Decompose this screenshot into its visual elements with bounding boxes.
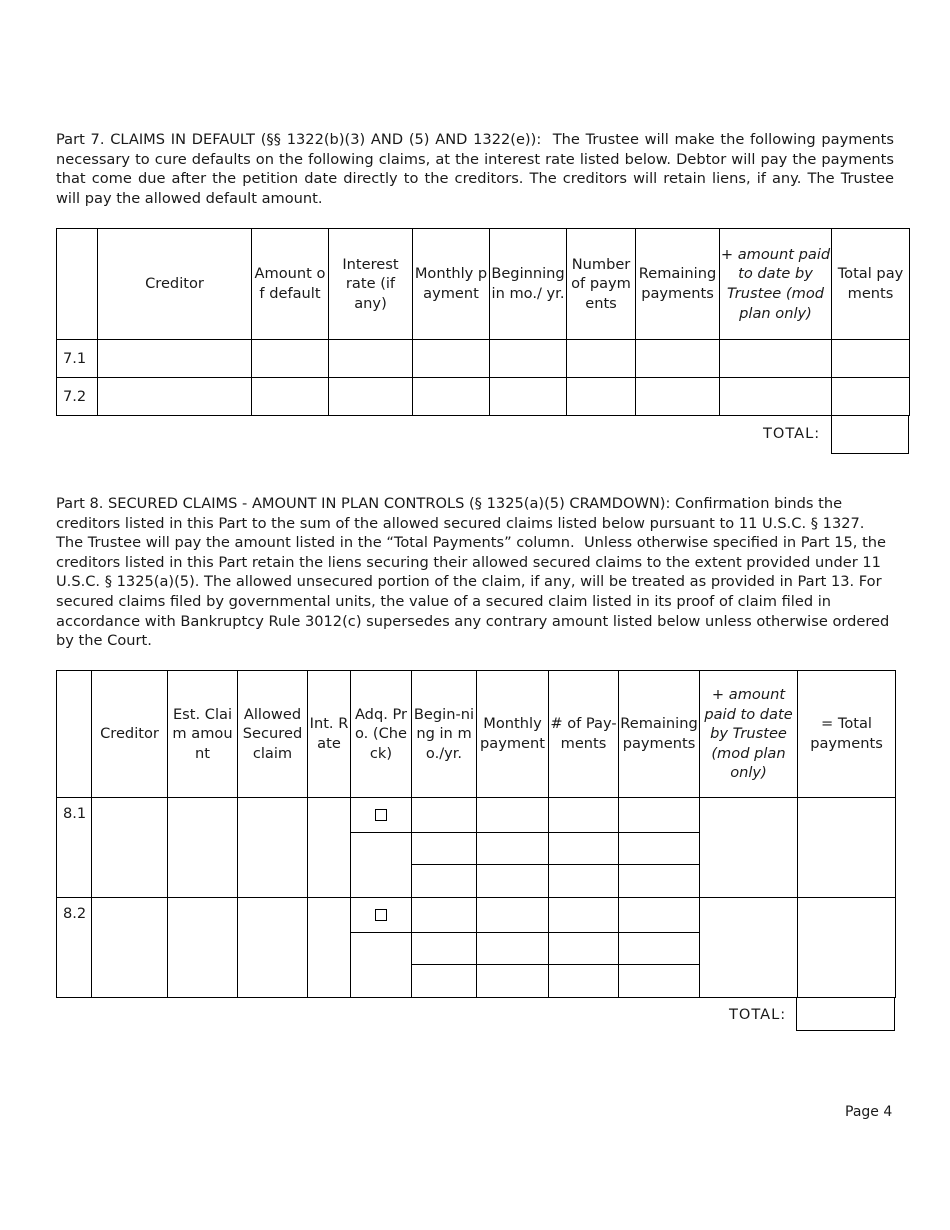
part7-heading: Part 7. CLAIMS IN DEFAULT (§§ 1322(b)(3) AND (5) AND 1322(e)):: [56, 131, 542, 148]
part8-row-label: 8.1: [57, 798, 92, 898]
part7-col-num: [57, 229, 98, 340]
cell[interactable]: [549, 898, 619, 933]
part7-total-label: TOTAL:: [763, 425, 821, 442]
cell[interactable]: [477, 833, 549, 865]
part7-row-label: 7.2: [57, 378, 98, 416]
part8-col-number-payments: # of Pay-ments: [549, 671, 619, 798]
part8-col-remaining: Remaining payments: [619, 671, 700, 798]
part8-col-creditor: Creditor: [92, 671, 168, 798]
part8-body2: The Trustee will pay the amount listed in the “Total Payments” column.: [56, 534, 575, 552]
cell[interactable]: [619, 798, 700, 833]
table-row: [57, 898, 896, 933]
cell[interactable]: [412, 798, 477, 833]
part8-table: [56, 670, 896, 998]
cell[interactable]: [413, 378, 490, 416]
cell[interactable]: [238, 798, 308, 898]
adq-pro-checkbox-cell[interactable]: [351, 798, 412, 833]
cell[interactable]: [477, 865, 549, 898]
cell[interactable]: [490, 378, 567, 416]
cell[interactable]: [351, 833, 412, 898]
checkbox-icon[interactable]: [375, 809, 387, 821]
part7-col-monthly-payment: Monthly payment: [413, 229, 490, 340]
cell[interactable]: [798, 898, 896, 998]
part7-col-beginning: Beginning in mo./ yr.: [490, 229, 567, 340]
cell[interactable]: [567, 378, 636, 416]
part8-body3: Unless otherwise specified in Part 15, the creditors listed in this Part retain the liens securing their allowed secured claims to the extent provided under 11 U.S.C. § 1325(a)(5). The allowed unsecured portion of the claim, if any, will be treated as provided in Part 13. For secured claims filed by governmental units, the value of a secured claim listed in its proof of claim filed in accordance with Bankruptcy Rule 3012(c) supersedes any contrary amount listed below unless otherwise ordered by the Court.: [56, 534, 890, 650]
part8-header-row: [57, 671, 896, 798]
cell[interactable]: [477, 965, 549, 998]
cell[interactable]: [720, 340, 832, 378]
cell[interactable]: [636, 378, 720, 416]
cell[interactable]: [168, 798, 238, 898]
part8-col-paid-to-date: + amount paid to date by Trustee (mod plan only): [700, 671, 798, 798]
cell[interactable]: [619, 865, 700, 898]
part7-col-paid-to-date: + amount paid to date by Trustee (mod plan only): [720, 229, 832, 340]
cell[interactable]: [798, 798, 896, 898]
cell[interactable]: [636, 340, 720, 378]
cell[interactable]: [619, 833, 700, 865]
cell[interactable]: [549, 798, 619, 833]
checkbox-icon[interactable]: [375, 909, 387, 921]
part7-col-remaining: Remaining payments: [636, 229, 720, 340]
cell[interactable]: [549, 933, 619, 965]
table-row: [57, 378, 910, 416]
part8-heading: Part 8. SECURED CLAIMS - AMOUNT IN PLAN CONTROLS (§ 1325(a)(5) CRAMDOWN):: [56, 495, 671, 512]
cell[interactable]: [252, 378, 329, 416]
table-row: [57, 798, 896, 833]
part8-total-label: TOTAL:: [729, 1006, 787, 1023]
cell[interactable]: [308, 798, 351, 898]
cell[interactable]: [549, 833, 619, 865]
cell[interactable]: [477, 898, 549, 933]
cell[interactable]: [308, 898, 351, 998]
part7-col-interest-rate: Interest rate (if any): [329, 229, 413, 340]
part8-col-allowed-secured: Allowed Secured claim: [238, 671, 308, 798]
cell[interactable]: [413, 340, 490, 378]
part7-col-creditor: Creditor: [98, 229, 252, 340]
cell[interactable]: [832, 378, 910, 416]
cell[interactable]: [412, 865, 477, 898]
part8-row-label: 8.2: [57, 898, 92, 998]
part8-col-int-rate: Int. Rate: [308, 671, 351, 798]
adq-pro-checkbox-cell[interactable]: [351, 898, 412, 933]
table-row: [57, 340, 910, 378]
cell[interactable]: [98, 378, 252, 416]
part7-col-number-payments: Number of payments: [567, 229, 636, 340]
part7-col-total: Total payments: [832, 229, 910, 340]
part7-header-row: [57, 229, 910, 340]
part8-col-est-claim: Est. Claim amount: [168, 671, 238, 798]
part8-col-total: = Total payments: [798, 671, 896, 798]
cell[interactable]: [238, 898, 308, 998]
part7-total-box[interactable]: [831, 415, 909, 454]
part7-table: [56, 228, 910, 416]
part7-row-label: 7.1: [57, 340, 98, 378]
part8-col-num: [57, 671, 92, 798]
cell[interactable]: [98, 340, 252, 378]
cell[interactable]: [490, 340, 567, 378]
part8-col-monthly-payment: Monthly payment: [477, 671, 549, 798]
part7-intro: [56, 130, 894, 208]
part8-total-box[interactable]: [796, 997, 895, 1031]
cell[interactable]: [477, 933, 549, 965]
cell[interactable]: [619, 933, 700, 965]
cell[interactable]: [720, 378, 832, 416]
cell[interactable]: [329, 378, 413, 416]
cell[interactable]: [549, 965, 619, 998]
cell[interactable]: [549, 865, 619, 898]
part7-body: The Trustee will make the following payments necessary to cure defaults on the following claims, at the interest rate listed below. Debtor will pay the payments that come due after the petition date directly to the creditors. The creditors will retain liens, if any. The Trustee will pay the allowed default amount.: [56, 131, 895, 207]
cell[interactable]: [92, 798, 168, 898]
part8-body1: Confirmation binds the creditors listed in this Part to the sum of the allowed secured claims listed below pursuant to 11 U.S.C. § 1327.: [56, 495, 865, 532]
part8-col-adq-pro: Adq. Pro. (Check): [351, 671, 412, 798]
cell[interactable]: [412, 965, 477, 998]
cell[interactable]: [351, 933, 412, 998]
cell[interactable]: [329, 340, 413, 378]
cell[interactable]: [412, 898, 477, 933]
part8-col-beginning: Begin-ning in mo./yr.: [412, 671, 477, 798]
cell[interactable]: [700, 798, 798, 898]
cell[interactable]: [567, 340, 636, 378]
cell[interactable]: [619, 898, 700, 933]
cell[interactable]: [252, 340, 329, 378]
cell[interactable]: [92, 898, 168, 998]
cell[interactable]: [168, 898, 238, 998]
cell[interactable]: [477, 798, 549, 833]
cell[interactable]: [619, 965, 700, 998]
cell[interactable]: [412, 933, 477, 965]
part8-intro: [56, 494, 894, 651]
part7-col-amount-default: Amount of default: [252, 229, 329, 340]
cell[interactable]: [832, 340, 910, 378]
cell[interactable]: [700, 898, 798, 998]
page-number: Page 4: [845, 1104, 893, 1120]
cell[interactable]: [412, 833, 477, 865]
